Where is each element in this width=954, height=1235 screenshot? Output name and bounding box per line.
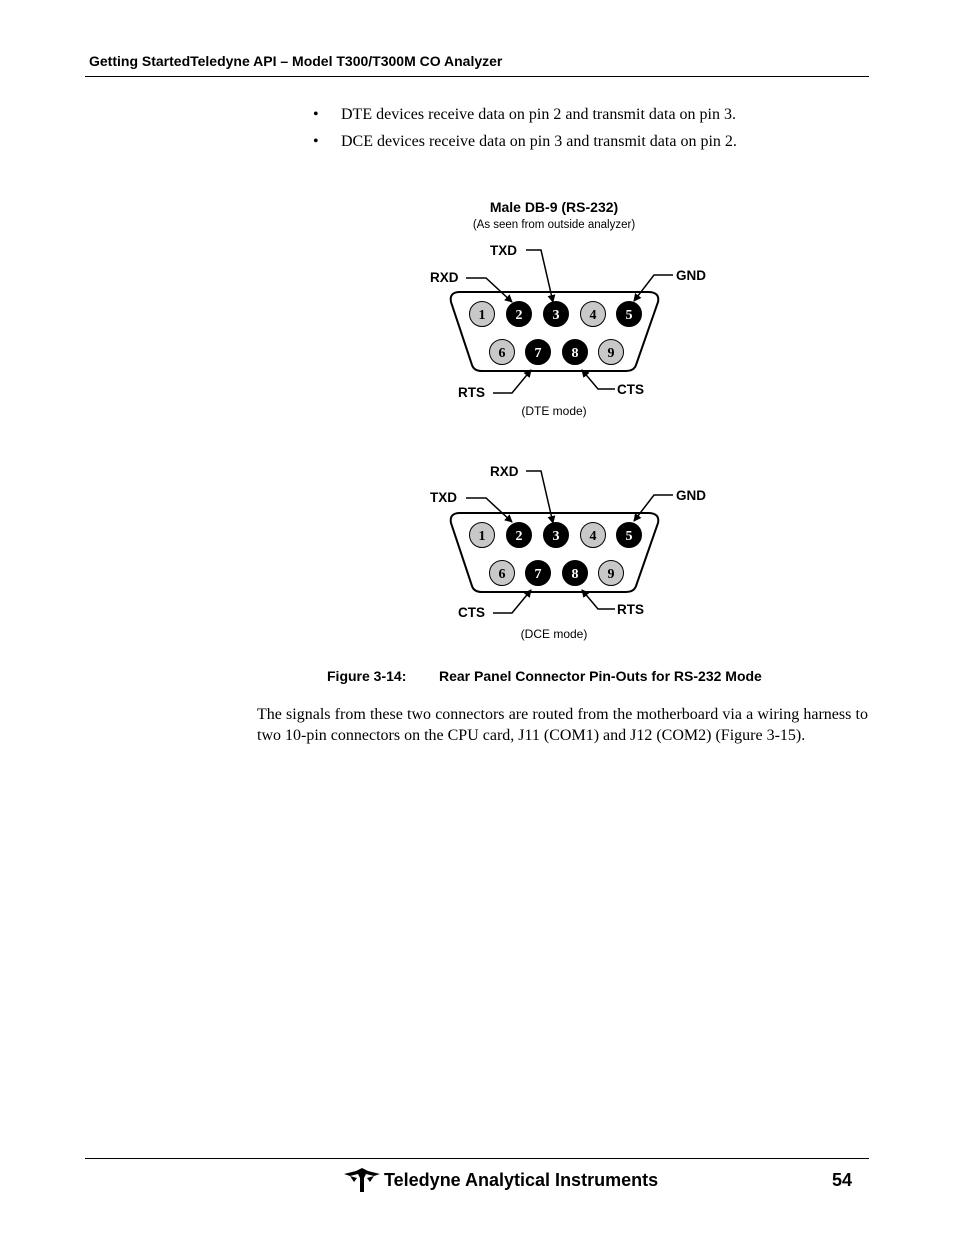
pin-5-number: 5 [625, 529, 633, 544]
bullet-text: DTE devices receive data on pin 2 and transmit data on pin 3. [341, 106, 736, 123]
pin-1-number: 1 [478, 308, 486, 323]
footer-rule [85, 1158, 869, 1159]
pin-1-number: 1 [478, 529, 486, 544]
teledyne-logo-icon [344, 1168, 380, 1192]
header-rule [85, 76, 869, 77]
dce-label-gnd: GND [676, 488, 706, 503]
pin-3-number: 3 [552, 529, 560, 544]
pin-9-number: 9 [607, 346, 615, 361]
pin-6-number: 6 [498, 567, 506, 582]
pin-9-number: 9 [607, 567, 615, 582]
dce-connector [430, 464, 706, 641]
pin-8-number: 8 [571, 346, 579, 361]
bullet-symbol: • [313, 106, 319, 123]
pin-5-number: 5 [625, 308, 633, 323]
figure-caption-text: Rear Panel Connector Pin-Outs for RS-232 Mode [439, 668, 762, 684]
running-header: Getting StartedTeledyne API – Model T300/T300M CO Analyzer [89, 53, 503, 69]
pin-7-number: 7 [534, 346, 542, 361]
dce-label-cts: CTS [458, 605, 485, 620]
dce-label-rts: RTS [617, 602, 644, 617]
pin-4-number: 4 [589, 529, 597, 544]
dce-label-txd: TXD [430, 490, 457, 505]
footer-company: Teledyne Analytical Instruments [384, 1169, 659, 1190]
dte-label-cts: CTS [617, 382, 644, 397]
dte-arrow-rts [493, 370, 531, 393]
pin-3-number: 3 [552, 308, 560, 323]
dte-label-rxd: RXD [430, 270, 459, 285]
dce-label-rxd: RXD [490, 464, 519, 479]
dte-label-rts: RTS [458, 385, 485, 400]
body-paragraph: The signals from these two connectors are routed from the motherboard via a wiring harness to two 10-pin connectors on the CPU card, J11 (COM1) and J12 (COM2) (Figure 3-15). [257, 706, 868, 744]
dce-arrow-cts [493, 590, 531, 613]
figure-subtitle: (As seen from outside analyzer) [472, 219, 636, 231]
dte-mode-label: (DTE mode) [521, 404, 587, 418]
pin-2-number: 2 [515, 308, 523, 323]
figure-caption-label: Figure 3-14: [327, 668, 407, 684]
dte-connector [430, 243, 706, 418]
figure-caption [327, 668, 762, 684]
pin-4-number: 4 [589, 308, 597, 323]
figure-title: Male DB-9 (RS-232) [489, 199, 619, 215]
pin-8-number: 8 [571, 567, 579, 582]
bullet-text: DCE devices receive data on pin 3 and transmit data on pin 2. [341, 133, 737, 150]
dte-arrow-cts [582, 370, 615, 389]
page-number: 54 [832, 1170, 853, 1190]
dce-mode-label: (DCE mode) [520, 627, 588, 641]
pin-7-number: 7 [534, 567, 542, 582]
dte-label-txd: TXD [490, 243, 517, 258]
db9-pinout-figure [420, 190, 740, 650]
pin-6-number: 6 [498, 346, 506, 361]
dte-label-gnd: GND [676, 268, 706, 283]
bullet-symbol: • [313, 133, 319, 150]
pin-2-number: 2 [515, 529, 523, 544]
footer [344, 1168, 658, 1192]
